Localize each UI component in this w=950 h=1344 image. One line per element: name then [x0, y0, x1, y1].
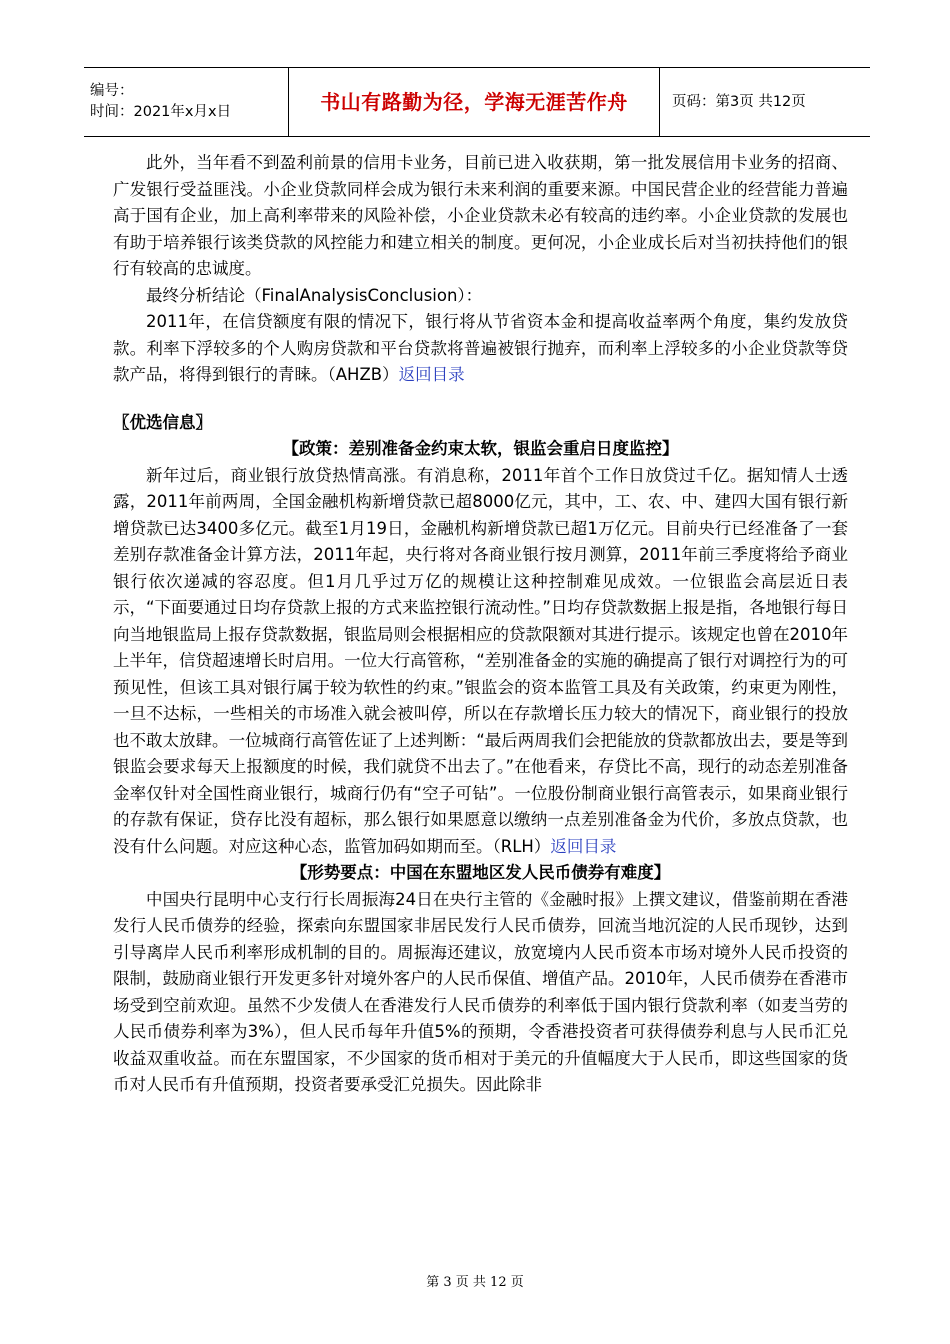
- section-title: 〖优选信息〗: [113, 412, 212, 432]
- article-heading-policy: 【政策：差别准备金约束太软，银监会重启日度监控】: [282, 439, 679, 458]
- article-heading-situation: 【形势要点：中国在东盟地区发人民币债券有难度】: [290, 863, 671, 882]
- document-date-label: 时间：2021年x月x日: [90, 104, 232, 120]
- motto-text: 书山有路勤为径，学海无涯苦作舟: [320, 89, 628, 114]
- header-meta: [84, 68, 289, 136]
- header-motto: [289, 68, 660, 136]
- page-footer: 第 3 页 共 12 页: [426, 1275, 524, 1290]
- paragraph-conclusion-title: 最终分析结论（FinalAnalysisConclusion）：: [146, 285, 483, 305]
- policy-text: 新年过后，商业银行放贷热情高涨。有消息称，2011年首个工作日放贷过千亿。据知情人士透露，2011年前两周，全国金融机构新增贷款已超8000亿元，其中，工、农、中、建四大国有银行新增贷款已达3400多亿元。截至1月19日，金融机构新增贷款已超1万亿元。目前央行已经准备了一套差别存款准备金计算方法，2011年起，央行将对各商业银行按月测算，2011年前三季度将给予商业银行依次递减的容忍度。但1月几乎过万亿的规模让这种控制难见成效。一位银监会高层近日表示，“下面要通过日均存贷款上报的方式来监控银行流动性。”日均存贷款数据上报是指，各地银行每日向当地银监局上报存贷款数据，银监局则会根据相应的贷款限额对其进行提示。该规定也曾在2010年上半年，信贷超速增长时启用。一位大行高管称，“差别准备金的实施的确提高了银行对调控行为的可预见性，但该工具对银行属于较为软性的约束。”银监会的资本监管工具及有关政策，约束更为刚性，一旦不达标，一些相关的市场准入就会被叫停，所以在存款增长压力较大的情况下，商业银行的投放也不敢太放肆。一位城商行高管佐证了上述判断：“最后两周我们会把能放的贷款都放出去，要是等到银监会要求每天上报额度的时候，我们就贷不出去了。”在他看来，存贷比不高，现行的动态差别准备金率仅针对全国性商业银行，城商行仍有“空子可钻”。一位股份制商业银行高管表示，如果商业银行的存款有保证，贷存比没有超标，那么银行如果愿意以缴纳一点差别准备金为代价，多放点贷款，也没有什么问题。对应这种心态，监管加码如期而至。（RLH）: [113, 465, 848, 856]
- paragraph-situation: 中国央行昆明中心支行行长周振海24日在央行主管的《金融时报》上撰文建议，借鉴前期在香港发行人民币债券的经验，探索向东盟国家非居民发行人民币债券，回流当地沉淀的人民币现钞，达到引导离岸人民币利率形成机制的目的。周振海还建议，放宽境内人民币资本市场对境外人民币投资的限制，鼓励商业银行开发更多针对境外客户的人民币保值、增值产品。2010年，人民币债券在香港市场受到空前欢迎。虽然不少发债人在香港发行人民币债券的利率低于国内银行贷款利率（如麦当劳的人民币债券利率为3%），但人民币每年升值5%的预期，令香港投资者可获得债券利息与人民币汇兑收益双重收益。而在东盟国家，不少国家的货币相对于美元的升值幅度大于人民币，即这些国家的货币对人民币有升值预期，投资者要承受汇兑损失。因此除非: [113, 889, 848, 1094]
- page-info-text: 页码：第3页 共12页: [672, 93, 806, 110]
- back-to-toc-link[interactable]: 返回目录: [398, 365, 465, 384]
- paragraph-policy: [113, 463, 848, 861]
- document-body: [113, 150, 848, 1099]
- page-header: [84, 67, 870, 137]
- document-number-label: 编号：: [90, 83, 134, 99]
- header-page-info: [660, 68, 806, 136]
- paragraph-conclusion: [113, 309, 848, 389]
- back-to-toc-link[interactable]: 返回目录: [550, 836, 617, 856]
- conclusion-text: 2011年，在信贷额度有限的情况下，银行将从节省资本金和提高收益率两个角度，集约发放贷款。利率下浮较多的个人购房贷款和平台贷款将普遍被银行抛弃，而利率上浮较多的小企业贷款等贷款产品，将得到银行的青睐。（AHZB）: [113, 312, 848, 384]
- paragraph-credit-card: 此外，当年看不到盈利前景的信用卡业务，目前已进入收获期，第一批发展信用卡业务的招商、广发银行受益匪浅。小企业贷款同样会成为银行未来利润的重要来源。中国民营企业的经营能力普遍高于国有企业，加上高利率带来的风险补偿，小企业贷款未必有较高的违约率。小企业贷款的发展也有助于培养银行该类贷款的风控能力和建立相关的制度。更何况，小企业成长后对当初扶持他们的银行有较高的忠诚度。: [113, 153, 848, 278]
